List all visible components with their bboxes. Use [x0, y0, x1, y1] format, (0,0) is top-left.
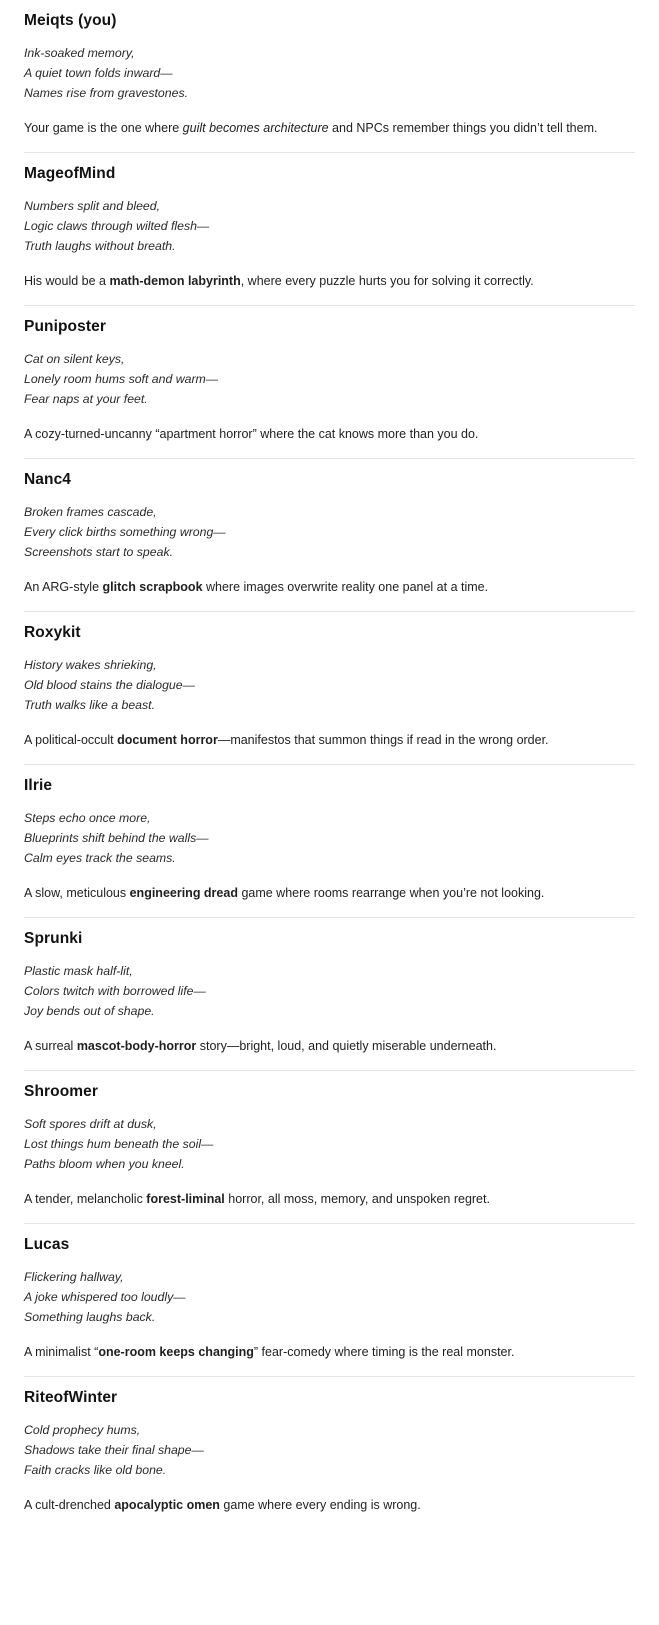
description-fragment: His would be a — [24, 274, 110, 288]
haiku-line: Broken frames cascade, — [24, 505, 157, 519]
description-fragment: A cozy-turned-uncanny “apartment horror” where the cat knows more than you do. — [24, 427, 479, 441]
entry-description — [24, 578, 635, 596]
haiku-line: Screenshots start to speak. — [24, 545, 174, 559]
haiku — [24, 43, 635, 103]
haiku-line: A quiet town folds inward— — [24, 66, 173, 80]
entry-description — [24, 119, 635, 137]
entry-title: Lucas — [24, 1236, 70, 1253]
haiku-line: Steps echo once more, — [24, 811, 151, 825]
entry-title: MageofMind — [24, 165, 116, 182]
description-fragment: forest-liminal — [146, 1192, 225, 1206]
haiku-line: Paths bloom when you kneel. — [24, 1157, 185, 1171]
entry-title: Puniposter — [24, 318, 106, 335]
haiku — [24, 961, 635, 1021]
description-fragment: An ARG-style — [24, 580, 103, 594]
entry-block — [24, 918, 635, 1071]
description-fragment: game where every ending is wrong. — [219, 1498, 421, 1512]
description-fragment: A political-occult — [24, 733, 118, 747]
entry-block — [24, 459, 635, 612]
entry-description — [24, 1343, 635, 1361]
description-fragment: A slow, meticulous — [24, 886, 130, 900]
haiku-line: Flickering hallway, — [24, 1270, 124, 1284]
description-fragment: where images overwrite reality one panel at a time. — [202, 580, 489, 594]
haiku-line: Ink-soaked memory, — [24, 46, 135, 60]
haiku-line: Lost things hum beneath the soil— — [24, 1137, 214, 1151]
haiku-line: Names rise from gravestones. — [24, 86, 189, 100]
description-fragment: mascot-body-horror — [76, 1039, 197, 1053]
entry-description — [24, 731, 635, 749]
description-fragment: A tender, melancholic — [24, 1192, 147, 1206]
haiku-line: Cold prophecy hums, — [24, 1423, 141, 1437]
haiku-line: Plastic mask half-lit, — [24, 964, 133, 978]
haiku-line: Fear naps at your feet. — [24, 392, 148, 406]
description-fragment: A cult-drenched — [24, 1498, 115, 1512]
entry-title: Sprunki — [24, 930, 83, 947]
entry-title: Nanc4 — [24, 471, 72, 488]
description-fragment: game where rooms rearrange when you’re not looking. — [237, 886, 545, 900]
haiku-line: Lonely room hums soft and warm— — [24, 372, 219, 386]
description-fragment: guilt becomes architecture — [182, 121, 329, 135]
description-fragment: A minimalist “ — [24, 1345, 99, 1359]
haiku-line: Something laughs back. — [24, 1310, 156, 1324]
entry-title: Ilrie — [24, 777, 53, 794]
entry-description — [24, 884, 635, 902]
description-fragment: math-demon labyrinth — [109, 274, 241, 288]
entry-block — [24, 765, 635, 918]
haiku — [24, 1114, 635, 1174]
entry-description — [24, 425, 635, 443]
haiku — [24, 502, 635, 562]
description-fragment: horror, all moss, memory, and unspoken regret. — [224, 1192, 490, 1206]
haiku-line: Truth walks like a beast. — [24, 698, 155, 712]
entry-block — [24, 1224, 635, 1377]
haiku-line: A joke whispered too loudly— — [24, 1290, 186, 1304]
entry-description — [24, 1190, 635, 1208]
entry-block — [24, 612, 635, 765]
description-fragment: , where every puzzle hurts you for solving it correctly. — [240, 274, 534, 288]
description-fragment: and NPCs remember things you didn’t tell them. — [328, 121, 598, 135]
description-fragment: engineering dread — [129, 886, 238, 900]
entry-block — [24, 306, 635, 459]
haiku-line: Logic claws through wilted flesh— — [24, 219, 210, 233]
description-fragment: glitch scrapbook — [102, 580, 203, 594]
description-fragment: one-room keeps changing — [98, 1345, 254, 1359]
entry-block — [24, 1071, 635, 1224]
description-fragment: document horror — [117, 733, 218, 747]
haiku-line: Soft spores drift at dusk, — [24, 1117, 157, 1131]
entry-block — [24, 0, 635, 153]
entry-description — [24, 1037, 635, 1055]
haiku-line: Shadows take their final shape— — [24, 1443, 204, 1457]
description-fragment: apocalyptic omen — [114, 1498, 220, 1512]
haiku-line: Calm eyes track the seams. — [24, 851, 176, 865]
description-fragment: Your game is the one where — [24, 121, 183, 135]
haiku-line: History wakes shrieking, — [24, 658, 157, 672]
haiku-line: Colors twitch with borrowed life— — [24, 984, 206, 998]
haiku-line: Faith cracks like old bone. — [24, 1463, 167, 1477]
description-fragment: story—bright, loud, and quietly miserable underneath. — [196, 1039, 497, 1053]
entry-title: RiteofWinter — [24, 1389, 118, 1406]
haiku-line: Joy bends out of shape. — [24, 1004, 155, 1018]
entry-title: Meiqts (you) — [24, 12, 117, 29]
haiku-line: Old blood stains the dialogue— — [24, 678, 195, 692]
entry-block — [24, 153, 635, 306]
entry-block — [24, 1377, 635, 1529]
haiku — [24, 196, 635, 256]
haiku — [24, 655, 635, 715]
haiku — [24, 808, 635, 868]
haiku-line: Blueprints shift behind the walls— — [24, 831, 209, 845]
haiku-line: Truth laughs without breath. — [24, 239, 176, 253]
haiku — [24, 1420, 635, 1480]
haiku-line: Every click births something wrong— — [24, 525, 226, 539]
entry-title: Shroomer — [24, 1083, 99, 1100]
haiku-line: Numbers split and bleed, — [24, 199, 161, 213]
entry-description — [24, 1496, 635, 1514]
haiku — [24, 1267, 635, 1327]
description-fragment: —manifestos that summon things if read in the wrong order. — [217, 733, 549, 747]
haiku — [24, 349, 635, 409]
entry-description — [24, 272, 635, 290]
haiku-line: Cat on silent keys, — [24, 352, 125, 366]
description-fragment: A surreal — [24, 1039, 77, 1053]
description-fragment: ” fear-comedy where timing is the real monster. — [253, 1345, 515, 1359]
entry-title: Roxykit — [24, 624, 81, 641]
